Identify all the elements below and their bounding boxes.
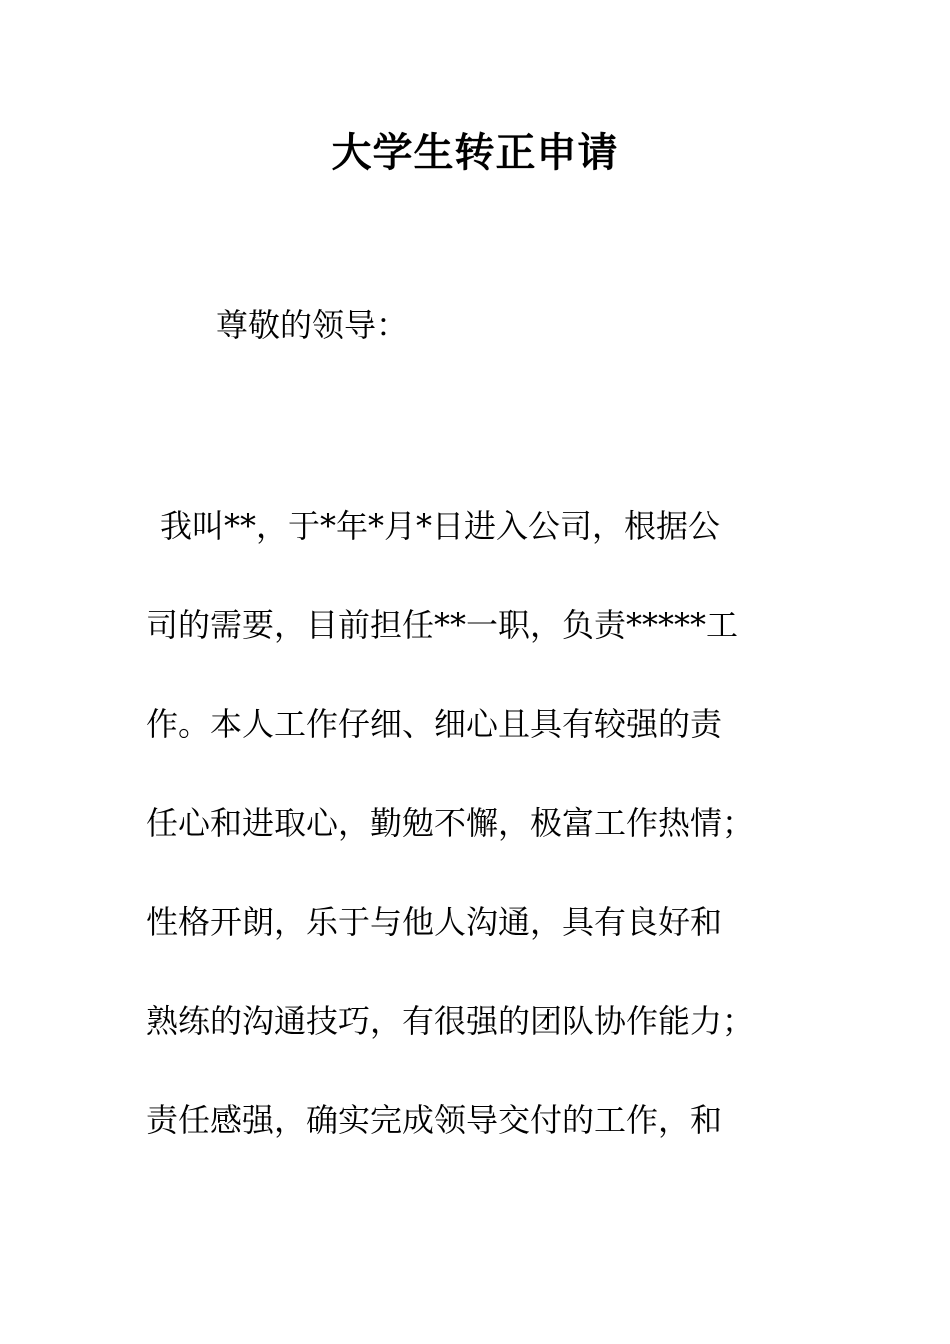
body-line: 我叫**，于*年*月*日进入公司，根据公 xyxy=(160,507,721,545)
body-line: 责任感强，确实完成领导交付的工作，和 xyxy=(146,1101,723,1139)
body-line: 司的需要，目前担任**一职，负责*****工 xyxy=(146,606,739,644)
body-line: 熟练的沟通技巧，有很强的团队协作能力； xyxy=(146,1002,755,1040)
body-line: 作。本人工作仔细、细心且具有较强的责 xyxy=(146,705,723,743)
document-title: 大学生转正申请 xyxy=(331,129,619,176)
body-line: 任心和进取心，勤勉不懈，极富工作热情； xyxy=(146,804,755,842)
body-line: 性格开朗，乐于与他人沟通，具有良好和 xyxy=(146,903,723,941)
salutation: 尊敬的领导： xyxy=(216,306,409,344)
